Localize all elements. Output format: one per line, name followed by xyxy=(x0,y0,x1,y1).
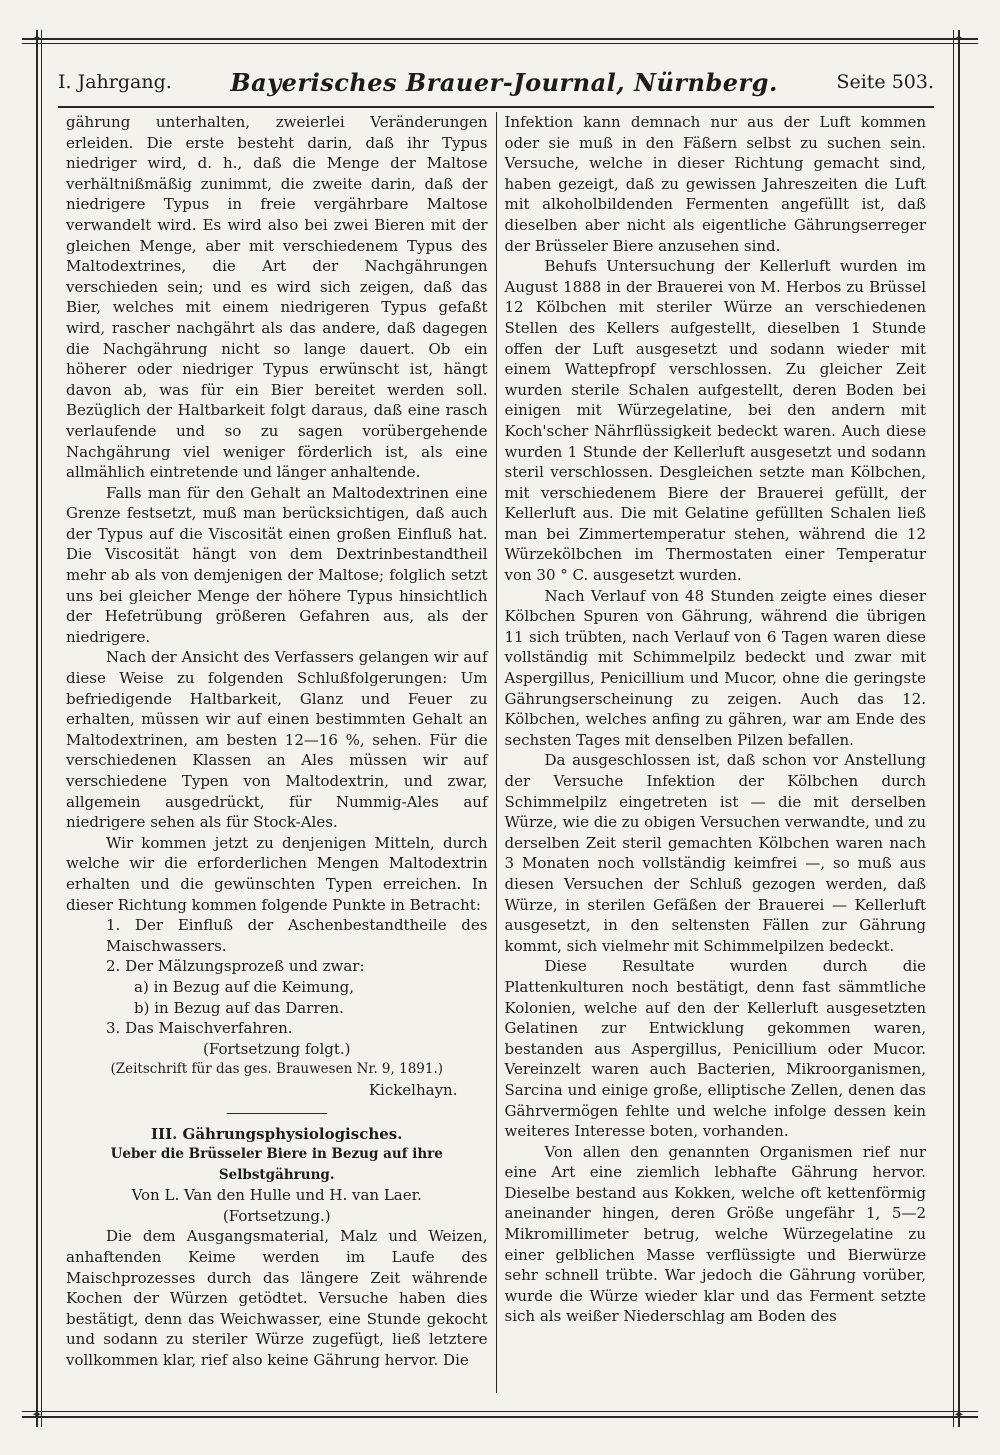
left-column xyxy=(58,112,496,1393)
frame-bottom-rule-inner xyxy=(22,1411,978,1412)
frame-right-rule xyxy=(958,30,960,1427)
section-divider xyxy=(227,1113,327,1114)
paragraph: Falls man für den Gehalt an Maltodextrinen eine Grenze festsetzt, muß man berücksichtigen, daß auch der Typus auf die Viscosität einen großen Einfluß hat. Die Viscosität hängt von dem Dextrinbestandtheil mehr ab als von demjenigen der Maltose; folglich setzt uns bei gleicher Menge der höhere Typus hinsichtlich der Hefetrübung größeren Gefahren aus, als der niedrigere. xyxy=(66,483,488,646)
frame-left-rule xyxy=(36,30,38,1427)
frame-top-rule xyxy=(22,38,978,40)
list-item: a) in Bezug auf die Keimung, xyxy=(134,977,354,996)
article-title: Ueber die Brüsseler Biere in Bezug auf ihre Selbstgährung. xyxy=(110,1146,443,1183)
author-signature: Kickelhayn. xyxy=(368,1080,458,1099)
paragraph: Da ausgeschlossen ist, daß schon vor Anstellung der Versuche Infektion der Kölbchen durch Schimmelpilz eingetreten ist — die mit derselben Würze, wie die zu obigen Versuchen verwandte, und zu derselben Zeit steril gemachten Kölbchen waren nach 3 Monaten noch vollständig keimfrei —, so muß aus diesen Versuchen der Schluß gezogen werden, daß Würze, in sterilen Gefäßen der Brauerei — Kellerluft ausgesetzt, in den seltensten Fällen zur Gährung kommt, sich vielmehr mit Schimmelpilzen bedeckt. xyxy=(504,751,926,955)
paragraph: Behufs Untersuchung der Kellerluft wurden im August 1888 in der Brauerei von M. Herbos zu Brüssel 12 Kölbchen mit steriler Würze an verschiedenen Stellen des Kellers aufgestellt, dieselben 1 Stunde offen der Luft ausgesetzt und sodann wieder mit einem Wattepfropf verschlossen. Zu gleicher Zeit wurden sterile Schalen aufgestellt, deren Boden bei einigen mit Würzegelatine, bei den andern mit Koch'scher Nährflüssigkeit bedeckt waren. Auch diese wurden 1 Stunde der Kellerluft ausgesetzt und sodann steril verschlossen. Desgleichen setzte man Kölbchen, mit verschiedenem Biere der Brauerei gefüllt, der Kellerluft aus. Die mit Gelatine gefüllten Schalen ließ man bei Zimmertemperatur stehen, während die 12 Würzekölbchen im Thermostaten einer Temperatur von 30 ° C. ausgesetzt wurden. xyxy=(504,257,926,585)
section-heading: III. Gährungsphysiologisches. xyxy=(151,1124,403,1143)
frame-left-rule-inner xyxy=(41,30,42,1427)
paragraph: Die dem Ausgangsmaterial, Malz und Weizen, anhaftenden Keime werden im Laufe des Maischprozesses durch das längere Zeit währende Kochen der Würzen getödtet. Versuche haben dies bestätigt, denn das Weichwasser, eine Stunde gekocht und sodann zu steriler Würze zugefügt, ließ letztere vollkommen klar, rief also keine Gährung hervor. Die xyxy=(66,1227,488,1370)
corner-ornament-icon: ✦ xyxy=(953,1408,965,1423)
list-item: b) in Bezug auf das Darren. xyxy=(134,998,344,1017)
paragraph: Wir kommen jetzt zu denjenigen Mitteln, durch welche wir die erforderlichen Mengen Maltodextrin erhalten und die gewünschten Typen erreichen. In dieser Richtung kommen folgende Punkte in Betracht: xyxy=(66,833,488,914)
paragraph: Nach Verlauf von 48 Stunden zeigte eines dieser Kölbchen Spuren von Gährung, während die übrigen 11 sich trübten, nach Verlauf von 6 Tagen waren diese vollständig mit Schimmelpilz bedeckt und zwar mit Aspergillus, Penicillium und Mucor, ohne die geringste Gährungserscheinung zu zeigen. Auch das 12. Kölbchen, welches anfing zu gähren, war am Ende des sechsten Tages mit denselben Pilzen befallen. xyxy=(504,586,926,749)
text-columns xyxy=(58,112,934,1393)
corner-ornament-icon: ✦ xyxy=(31,32,43,47)
article-authors: Von L. Van den Hulle und H. van Laer. xyxy=(131,1186,422,1205)
header-rule xyxy=(58,106,934,108)
list-item: 3. Das Maischverfahren. xyxy=(106,1019,293,1038)
source-citation: (Zeitschrift für das ges. Brauwesen Nr. 9, 1891.) xyxy=(110,1061,444,1078)
paragraph: Von allen den genannten Organismen rief nur eine Art eine ziemlich lebhafte Gährung hervor. Dieselbe bestand aus Kokken, welche oft kettenförmig aneinander hingen, deren Größe ungefähr 1, 5—2 Mikromillimeter betrug, welche Würzegelatine zu einer gelblichen Masse verflüssigte und Bierwürze sehr schnell trübte. War jedoch die Gährung vorüber, wurde die Würze wieder klar und das Ferment setzte sich als weißer Niederschlag am Boden des xyxy=(504,1142,926,1326)
continuation-note: (Fortsetzung folgt.) xyxy=(203,1039,351,1058)
journal-title: Bayerisches Brauer-Journal, Nürnberg. xyxy=(230,67,778,97)
list-item: 2. Der Mälzungsprozeß und zwar: xyxy=(106,957,365,976)
corner-ornament-icon: ✦ xyxy=(953,32,965,47)
page-number: Seite 503. xyxy=(836,71,934,93)
paragraph: gährung unterhalten, zweierlei Veränderungen erleiden. Die erste besteht darin, daß ihr Typus niedriger wird, d. h., daß die Menge der Maltose verhältnißmäßig zunimmt, die zweite darin, daß der niedrigere Typus in freie vergährbare Maltose verwandelt wird. Es wird also bei zwei Bieren mit der gleichen Menge, aber mit verschiedenem Typus des Maltodextrines, die Art der Nachgährungen verschieden sein; und es wird sich zeigen, daß das Bier, welches mit einem niedrigeren Typus gefaßt wird, rascher nachgährt als das andere, daß dagegen die Nachgährung nicht so lange dauert. Ob ein höherer oder niedriger Typus erwünscht ist, hängt davon ab, was für ein Bier bereitet werden soll. Bezüglich der Haltbarkeit folgt daraus, daß eine rasch verlaufende und so zu sagen vorübergehende Nachgährung viel weniger förderlich ist, als eine allmählich eintretende und länger anhaltende. xyxy=(66,113,488,482)
frame-top-rule-inner xyxy=(22,43,978,44)
continuation-note: (Fortsetzung.) xyxy=(222,1206,331,1225)
corner-ornament-icon: ✦ xyxy=(31,1408,43,1423)
paragraph: Diese Resultate wurden durch die Plattenkulturen noch bestätigt, denn fast sämmtliche Kolonien, welche auf den der Kellerluft ausgesetzten Gelatinen zur Entwicklung gekommen waren, bestanden aus Aspergillus, Penicillium oder Mucor. Vereinzelt waren auch Bacterien, Mikroorganismen, Sarcina und einige große, elliptische Zellen, denen das Gährvermögen fehlte und welche infolge dessen kein weiteres Interesse boten, vorhanden. xyxy=(504,957,926,1141)
right-column xyxy=(497,112,935,1393)
paragraph: Nach der Ansicht des Verfassers gelangen wir auf diese Weise zu folgenden Schlußfolgerungen: Um befriedigende Haltbarkeit, Glanz und Feuer zu erhalten, müssen wir auf einen bestimmten Gehalt an Maltodextrinen, am besten 12—16 %, sehen. Für die verschiedenen Klassen an Ales müssen wir auf verschiedene Typen von Maltodextrin, und zwar, allgemein ausgedrückt, für Nummig-Ales auf niedrigere sehen als für Stock-Ales. xyxy=(66,648,488,832)
list-item: 1. Der Einfluß der Aschenbestandtheile des Maischwassers. xyxy=(106,916,488,955)
frame-bottom-rule xyxy=(22,1416,978,1418)
frame-right-rule-inner xyxy=(953,30,954,1427)
volume-label: I. Jahrgang. xyxy=(58,71,172,93)
page-header xyxy=(58,62,934,102)
paragraph: Infektion kann demnach nur aus der Luft kommen oder sie muß in den Fäßern selbst zu suchen sein. Versuche, welche in dieser Richtung gemacht sind, haben gezeigt, daß zu gewissen Jahreszeiten die Luft mit alkoholbildenden Fermenten angefüllt ist, daß dieselben aber nicht als eigentliche Gährungserreger der Brüsseler Biere anzusehen sind. xyxy=(504,113,926,255)
